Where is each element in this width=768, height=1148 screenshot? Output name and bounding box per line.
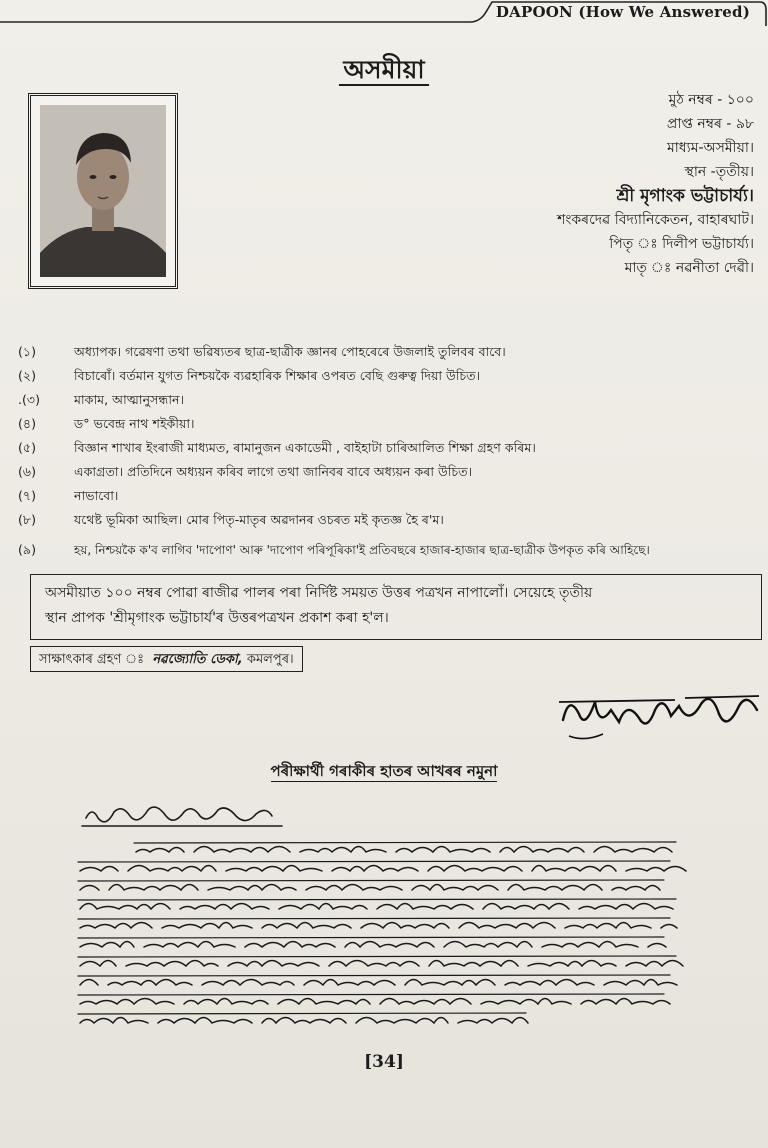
handwriting-line bbox=[80, 923, 677, 929]
answer-number: (৮) bbox=[18, 512, 36, 527]
handwriting-line bbox=[80, 1018, 528, 1024]
handwriting-headline bbox=[78, 880, 664, 881]
list-item bbox=[18, 366, 766, 390]
handwriting-headline bbox=[78, 918, 670, 919]
list-item bbox=[18, 462, 766, 486]
full-marks: মুঠ নম্বৰ - ১০০ bbox=[668, 92, 754, 108]
handwriting-line bbox=[80, 980, 677, 986]
student-info bbox=[557, 88, 754, 280]
answer-number: (৫) bbox=[18, 440, 36, 455]
handwriting-line bbox=[80, 904, 683, 910]
interview-credit bbox=[30, 646, 303, 672]
answer-text: অধ্যাপক। গৱেষণা তথা ভৱিষ্যতৰ ছাত্ৰ-ছাত্ৰীক জ্ঞানৰ পোহৰেৰে উজলাই তুলিবৰ বাবে। bbox=[74, 344, 506, 359]
handwriting-headline bbox=[78, 861, 670, 862]
editor-note-line-2: স্থান প্ৰাপক 'শ্ৰীমৃগাংক ভট্টাচাৰ্য'ৰ উত্তৰপত্ৰখন প্ৰকাশ কৰা হ'ল। bbox=[45, 610, 389, 626]
editor-note-box bbox=[30, 574, 762, 640]
handwriting-headline bbox=[78, 899, 676, 900]
father-name: পিতৃ ঃ দিলীপ ভট্টাচাৰ্য্য। bbox=[609, 236, 754, 252]
answer-number: (৭) bbox=[18, 488, 37, 503]
list-item bbox=[18, 438, 766, 462]
list-item bbox=[18, 486, 766, 510]
list-item bbox=[18, 390, 766, 414]
medium: মাধ্যম-অসমীয়া। bbox=[666, 140, 754, 156]
handwriting-line bbox=[80, 866, 686, 872]
student-portrait-icon bbox=[40, 105, 166, 277]
language-title: অসমীয়া bbox=[339, 55, 428, 86]
answer-list bbox=[18, 342, 766, 564]
interviewer-place: কমলপুৰ। bbox=[242, 652, 294, 667]
answer-number: .(৩) bbox=[18, 392, 41, 407]
interviewer-name: নৱজ্যোতি ডেকা, bbox=[152, 652, 243, 667]
handwriting-headline bbox=[78, 994, 664, 995]
handwriting-headline bbox=[78, 956, 676, 957]
answer-number: (৬) bbox=[18, 464, 37, 479]
answer-text: মাকাম, আত্মানুসন্ধান। bbox=[74, 392, 185, 407]
list-item bbox=[18, 414, 766, 438]
answer-number: (২) bbox=[18, 368, 37, 383]
page-number: [34] bbox=[364, 1052, 404, 1072]
student-name: শ্ৰী মৃগাংক ভট্টাচাৰ্য্য। bbox=[616, 186, 754, 206]
handwriting-line bbox=[80, 885, 660, 891]
mother-name: মাতৃ ঃ নৱনীতা দেৱী। bbox=[624, 260, 754, 276]
answer-number: (১) bbox=[18, 344, 36, 359]
answer-number: (৪) bbox=[18, 416, 36, 431]
answer-text: বিজ্ঞান শাখাৰ ইংৰাজী মাধ্যমত, ৰামানুজন একাডেমী , বাইহাটা চাৰিআলিত শিক্ষা গ্ৰহণ কৰিম। bbox=[74, 440, 536, 455]
student-photo-frame bbox=[28, 93, 178, 289]
handwriting-headline bbox=[78, 975, 670, 976]
student-photo bbox=[40, 105, 166, 277]
handwriting-line bbox=[80, 999, 680, 1005]
answer-text: ড° ভবেন্দ্ৰ নাথ শইকীয়া। bbox=[74, 416, 195, 431]
obtained-marks: প্ৰাপ্ত নম্বৰ - ৯৮ bbox=[666, 116, 754, 132]
answer-text: একাগ্ৰতা। প্ৰতিদিনে অধ্যয়ন কৰিব লাগে তথা জানিবৰ বাবে অধ্যয়ন কৰা উচিত। bbox=[74, 464, 473, 479]
handwriting-line bbox=[136, 847, 672, 853]
editor-note-line-1: অসমীয়াত ১০০ নম্বৰ পোৱা ৰাজীৱ পালৰ পৰা নিৰ্দিষ্ট সময়ত উত্তৰ পত্ৰখন নাপালোঁ। সেয়েহে তৃতীয় bbox=[45, 585, 593, 601]
school-name: শংকৰদেৱ বিদ্যানিকেতন, বাহাৰঘাট। bbox=[557, 212, 754, 228]
handwriting-headline bbox=[78, 937, 664, 938]
handwriting-line bbox=[80, 961, 683, 967]
answer-text: যথেষ্ট ভূমিকা আছিল। মোৰ পিতৃ-মাতৃৰ অৱদানৰ ওচৰত মই কৃতজ্ঞ হৈ ৰ'ম। bbox=[74, 512, 444, 527]
answer-text: নাভাবো। bbox=[74, 488, 119, 503]
handwriting-sample bbox=[76, 796, 706, 1032]
student-signature bbox=[555, 680, 765, 748]
interview-label: সাক্ষাৎকাৰ গ্ৰহণ ঃ bbox=[39, 652, 145, 667]
magazine-header-title: DAPOON (How We Answered) bbox=[495, 3, 750, 21]
handwriting-line bbox=[80, 942, 666, 948]
handwriting-headline bbox=[78, 1013, 526, 1014]
handwriting-headline bbox=[134, 842, 676, 843]
list-item bbox=[18, 510, 766, 534]
list-item bbox=[18, 342, 766, 366]
position: স্থান -তৃতীয়। bbox=[684, 164, 754, 180]
list-item bbox=[18, 540, 766, 564]
handwriting-sample-title: পৰীক্ষাৰ্থী গৰাকীৰ হাতৰ আখৰৰ নমুনা bbox=[270, 762, 498, 780]
answer-text: বিচাৰোঁ। বৰ্তমান যুগত নিশ্চয়কৈ ব্যৱহাৰিক শিক্ষাৰ ওপৰত বেছি গুৰুত্ব দিয়া উচিত। bbox=[74, 368, 481, 383]
answer-text: হয়, নিশ্চয়কৈ ক'ব লাগিব 'দাপোণ' আৰু 'দাপোণ পৰিপূৰিকা'ই প্ৰতিবছৰে হাজাৰ-হাজাৰ ছাত্ৰ-ছাত্ৰীক উপকৃত কৰি আহিছে। bbox=[74, 543, 650, 557]
answer-number: (৯) bbox=[18, 542, 36, 557]
